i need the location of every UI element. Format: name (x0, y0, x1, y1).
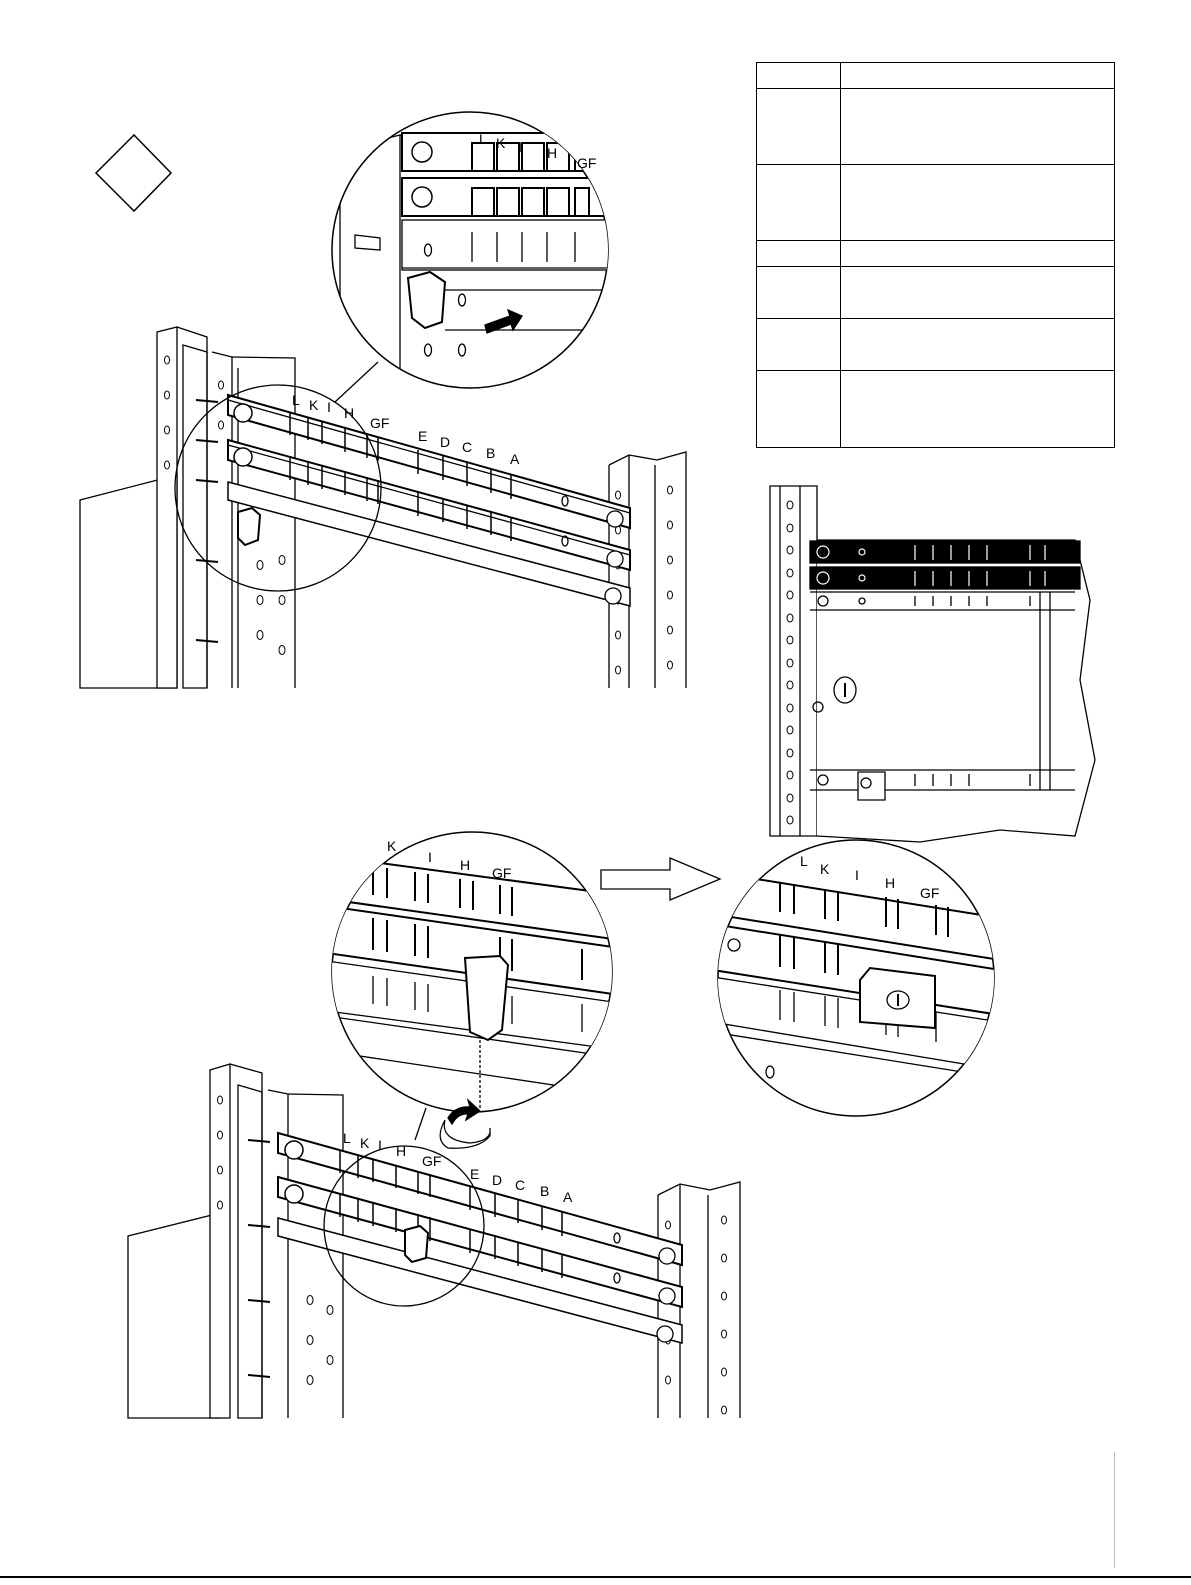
rail-letter: D (440, 434, 451, 450)
rail-letter: H (460, 857, 471, 873)
rail-letter: L (343, 1130, 351, 1146)
rack-front-view (770, 486, 1095, 842)
footer-rule (0, 1576, 1191, 1578)
clip-nut (408, 272, 445, 328)
rail-letter: L (479, 131, 487, 147)
rail-letter: A (510, 451, 520, 467)
clip-nut (465, 956, 508, 1040)
rail-letter: I (327, 399, 331, 415)
rail-letter: I (428, 849, 432, 865)
rail-letter: GF (920, 885, 940, 901)
rail-letter: L (800, 853, 808, 869)
rail-letter: GF (370, 415, 390, 431)
rail-letter: H (396, 1143, 407, 1159)
rail-letter: E (470, 1166, 480, 1182)
rail-letter: K (496, 135, 506, 151)
rail-letter: K (360, 1135, 370, 1151)
clip-nut (405, 1226, 428, 1262)
step-marker-diamond (96, 135, 171, 211)
detail-view-top (332, 112, 622, 390)
rail-letter: I (855, 867, 859, 883)
margin-rule (1114, 1452, 1115, 1568)
rail-letter: K (309, 397, 319, 413)
rail-letter: I (519, 139, 523, 155)
rail-letter: B (486, 445, 496, 461)
rail-letter: C (462, 439, 473, 455)
rail-letter: B (540, 1183, 550, 1199)
rail-letter: H (885, 875, 896, 891)
next-step-arrow-icon (601, 858, 720, 900)
clip-nut (238, 508, 260, 545)
rail-letter: GF (577, 155, 597, 171)
rail-letter: L (292, 392, 300, 408)
rail-letter: H (344, 405, 355, 421)
rail-letter: K (387, 838, 397, 854)
detail-view-final (700, 840, 1000, 1116)
rail-letter: K (820, 861, 830, 877)
detail-view-middle (320, 832, 620, 1148)
rail-letter: GF (492, 865, 512, 881)
rail-letter: GF (422, 1153, 442, 1169)
rail-letter: C (515, 1177, 526, 1193)
rack-assembly-bottom (128, 1064, 740, 1418)
rail-letter: H (547, 145, 558, 161)
rail-letter: A (563, 1189, 573, 1205)
rack-assembly-top (80, 327, 686, 688)
rail-letter: D (492, 1172, 503, 1188)
rail-letter: I (378, 1137, 382, 1153)
rotate-arrow-icon (440, 1120, 490, 1148)
rail-letter: E (418, 428, 428, 444)
